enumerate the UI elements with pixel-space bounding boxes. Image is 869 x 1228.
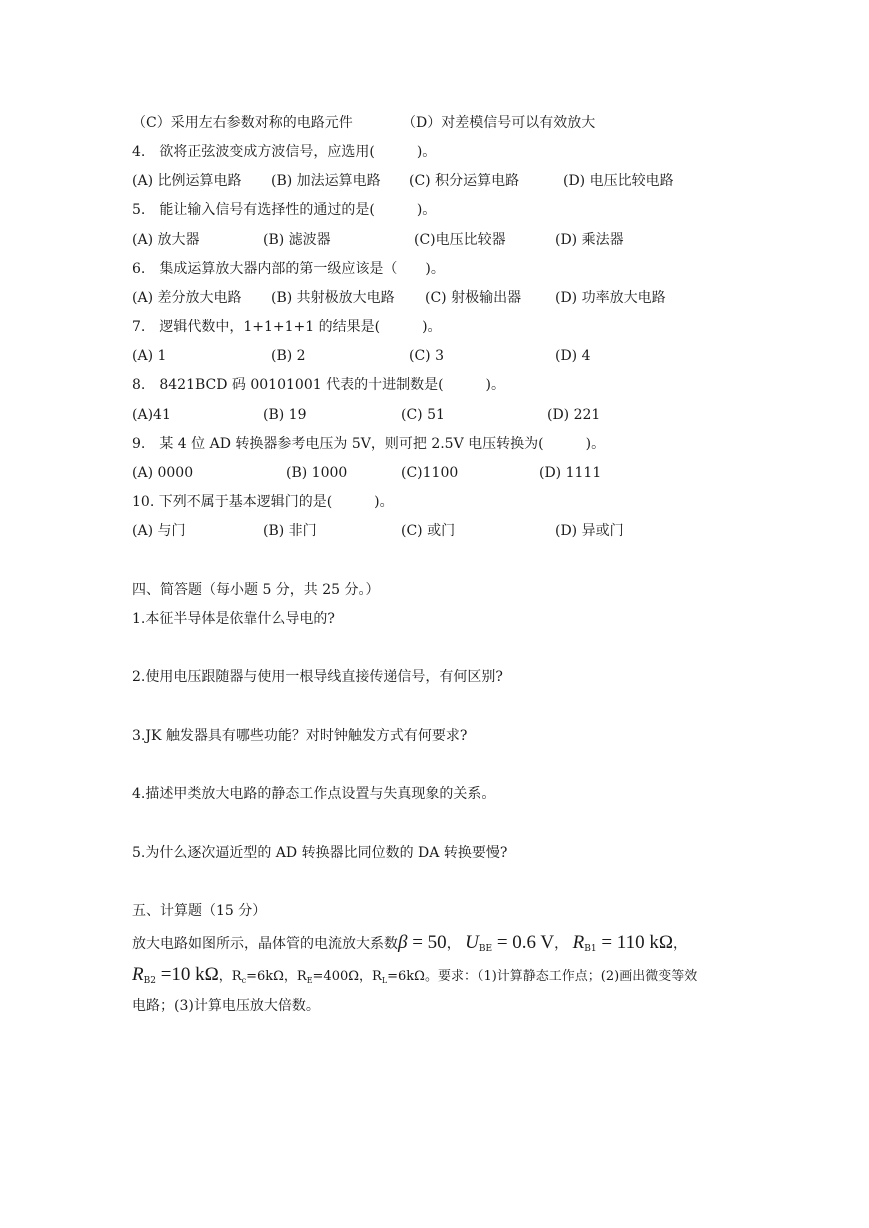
calc-problem-line-3: 电路；(3)计算电压放大倍数。 — [132, 998, 320, 1014]
calc-problem-line-2 — [132, 962, 697, 994]
q4-option-b: (B) 加法运算电路 — [271, 173, 381, 189]
question-10: 10. 下列不属于基本逻辑门的是( )。 — [132, 494, 394, 510]
q7-option-d: (D) 4 — [555, 348, 591, 364]
q3-option-d: （D）对差模信号可以有效放大 — [402, 115, 596, 131]
calc-problem-line-1 — [132, 930, 687, 962]
q5-option-d: (D) 乘法器 — [555, 232, 624, 248]
q7-option-a: (A) 1 — [132, 348, 167, 364]
q10-option-d: (D) 异或门 — [555, 523, 624, 539]
q9-option-b: (B) 1000 — [286, 465, 348, 481]
q4-option-a: (A) 比例运算电路 — [132, 173, 242, 189]
q8-option-b: (B) 19 — [263, 407, 307, 423]
q6-option-d: (D) 功率放大电路 — [555, 290, 666, 306]
beta-symbol: β — [398, 932, 408, 953]
re-subscript: E — [306, 976, 313, 985]
q5-option-c: (C)电压比较器 — [414, 232, 506, 248]
rb2-subscript: B2 — [143, 976, 156, 986]
q7-option-b: (B) 2 — [271, 348, 306, 364]
q6-option-a: (A) 差分放大电路 — [132, 290, 242, 306]
question-5: 5. 能让输入信号有选择性的通过的是( )。 — [132, 202, 437, 218]
question-7: 7. 逻辑代数中，1+1+1+1 的结果是( )。 — [132, 319, 442, 335]
q10-option-a: (A) 与门 — [132, 523, 186, 539]
re-value: =400Ω，R — [312, 969, 382, 984]
question-9: 9. 某 4 位 AD 转换器参考电压为 5V，则可把 2.5V 电压转换为( )。 — [132, 436, 606, 452]
rb2-value: =10 kΩ — [155, 964, 219, 985]
rc-value: =6kΩ，R — [246, 969, 307, 984]
section-5-heading: 五、计算题（15 分） — [132, 903, 267, 919]
ube-value: = 0.6 V — [492, 932, 555, 953]
q4-option-d: (D) 电压比较电路 — [563, 173, 674, 189]
short-answer-4: 4.描述甲类放大电路的静态工作点设置与失真现象的关系。 — [132, 786, 496, 802]
q6-option-b: (B) 共射极放大电路 — [271, 290, 395, 306]
q7-option-c: (C) 3 — [409, 348, 444, 364]
ube-subscript: BE — [478, 944, 493, 954]
rc-label: ，R — [218, 969, 242, 984]
rb2-symbol: R — [132, 964, 144, 985]
q10-option-b: (B) 非门 — [263, 523, 317, 539]
q5-option-a: (A) 放大器 — [132, 232, 200, 248]
short-answer-5: 5.为什么逐次逼近型的 AD 转换器比同位数的 DA 转换要慢? — [132, 845, 508, 861]
ube-symbol: U — [465, 932, 479, 953]
separator: ， — [554, 936, 569, 952]
rc-subscript: c — [241, 976, 247, 985]
question-6: 6. 集成运算放大器内部的第一级应该是（ )。 — [132, 261, 445, 277]
q9-option-a: (A) 0000 — [132, 465, 194, 481]
short-answer-2: 2.使用电压跟随器与使用一根导线直接传递信号，有何区别? — [132, 669, 503, 685]
rb1-value: = 110 kΩ — [596, 932, 673, 953]
rb1-subscript: B1 — [584, 944, 597, 954]
question-8: 8. 8421BCD 码 00101001 代表的十进制数是( )。 — [132, 377, 506, 393]
q8-option-a: (A)41 — [132, 407, 171, 423]
q5-option-b: (B) 滤波器 — [263, 232, 331, 248]
q9-option-d: (D) 1111 — [539, 465, 602, 481]
beta-value: = 50 — [407, 932, 447, 953]
short-answer-3: 3.JK 触发器具有哪些功能？对时钟触发方式有何要求? — [132, 728, 468, 744]
rl-subscript: L — [381, 976, 388, 985]
q10-option-c: (C) 或门 — [401, 523, 456, 539]
short-answer-1: 1.本征半导体是依靠什么导电的? — [132, 611, 335, 627]
separator: ， — [446, 936, 461, 952]
q8-option-c: (C) 51 — [401, 407, 445, 423]
section-4-heading: 四、简答题（每小题 5 分，共 25 分。） — [132, 582, 380, 598]
q3-option-c: （C）采用左右参数对称的电路元件 — [132, 115, 353, 131]
separator: ， — [672, 936, 687, 952]
q6-option-c: (C) 射极输出器 — [425, 290, 522, 306]
rl-value-and-requirements: =6kΩ。要求：（1)计算静态工作点；(2)画出微变等效 — [387, 969, 698, 984]
question-4: 4. 欲将正弦波变成方波信号，应选用( )。 — [132, 144, 437, 160]
q4-option-c: (C) 积分运算电路 — [409, 173, 520, 189]
q8-option-d: (D) 221 — [547, 407, 601, 423]
q9-option-c: (C)1100 — [401, 465, 459, 481]
rb1-symbol: R — [572, 932, 585, 953]
calc-intro-text: 放大电路如图所示，晶体管的电流放大系数 — [132, 936, 398, 952]
